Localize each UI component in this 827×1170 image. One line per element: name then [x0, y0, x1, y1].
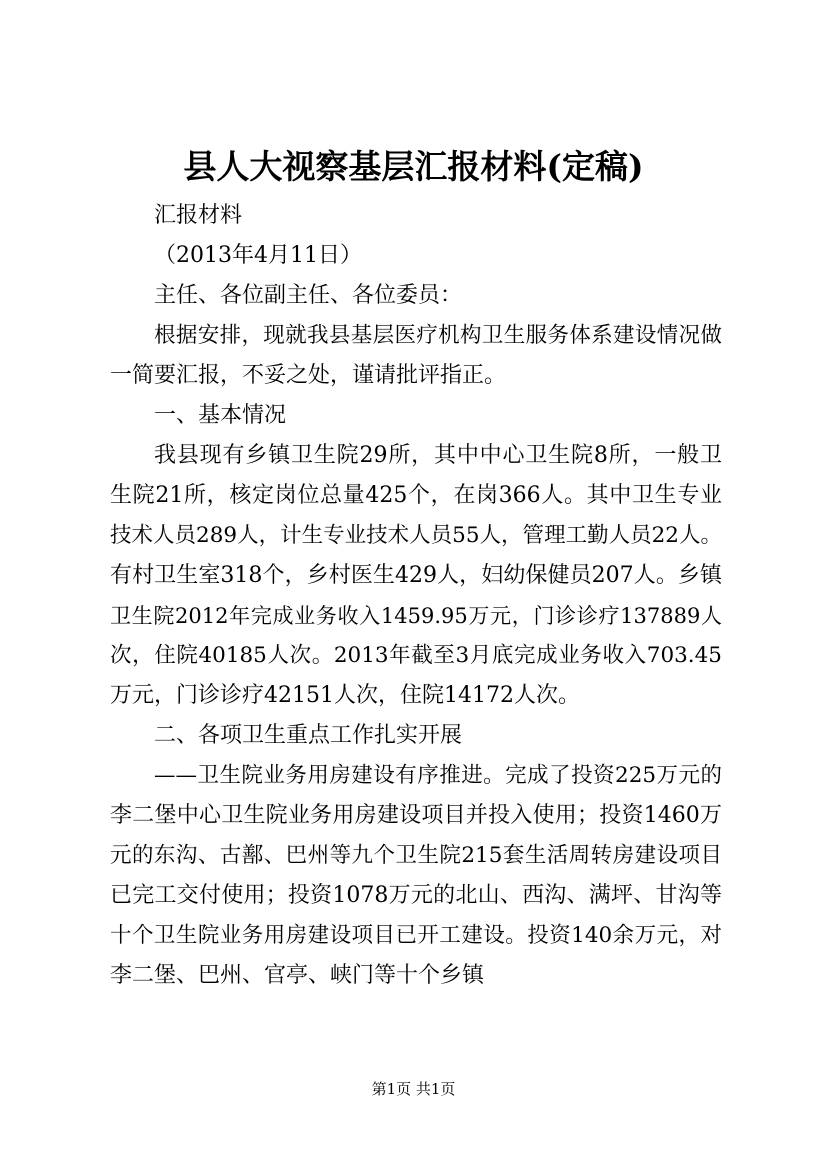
text-line: 十个卫生院业务用房建设项目已开工建设。投资140余万元，对 [110, 923, 722, 948]
text-line: 生院21所，核定岗位总量425个，在岗366人。其中卫生专业 [110, 483, 722, 508]
page-footer: 第1页 共1页 [371, 1080, 456, 1098]
text-line: 主任、各位副主任、各位委员： [154, 283, 463, 308]
text-line: 有村卫生室318个，乡村医生429人，妇幼保健员207人。乡镇 [110, 563, 722, 588]
document-title: 县人大视察基层汇报材料(定稿) [183, 147, 644, 186]
text-line: 我县现有乡镇卫生院29所，其中中心卫生院8所，一般卫 [154, 443, 722, 468]
text-line: 一简要汇报，不妥之处，谨请批评指正。 [110, 363, 507, 388]
text-line: 根据安排，现就我县基层医疗机构卫生服务体系建设情况做 [154, 323, 722, 348]
text-line: 次，住院40185人次。2013年截至3月底完成业务收入703.45 [110, 643, 722, 668]
text-line: 卫生院2012年完成业务收入1459.95万元，门诊诊疗137889人 [110, 604, 722, 628]
text-line: 李二堡中心卫生院业务用房建设项目并投入使用；投资1460万 [110, 803, 722, 828]
text-line: ——卫生院业务用房建设有序推进。完成了投资225万元的 [154, 763, 722, 788]
text-line: 汇报材料 [154, 203, 243, 228]
text-line: 一、基本情况 [154, 403, 287, 428]
text-line: 万元，门诊诊疗42151人次，住院14172人次。 [110, 683, 580, 708]
text-line: 二、各项卫生重点工作扎实开展 [154, 723, 463, 748]
text-line: 技术人员289人，计生专业技术人员55人，管理工勤人员22人。 [110, 523, 722, 548]
text-line: 已完工交付使用；投资1078万元的北山、西沟、满坪、甘沟等 [110, 883, 722, 908]
text-line: 李二堡、巴州、官亭、峡门等十个乡镇 [110, 963, 485, 988]
text-line: 元的东沟、古鄯、巴州等九个卫生院215套生活周转房建设项目 [110, 843, 722, 868]
document-body [110, 196, 722, 996]
text-line: （2013年4月11日） [154, 243, 362, 268]
